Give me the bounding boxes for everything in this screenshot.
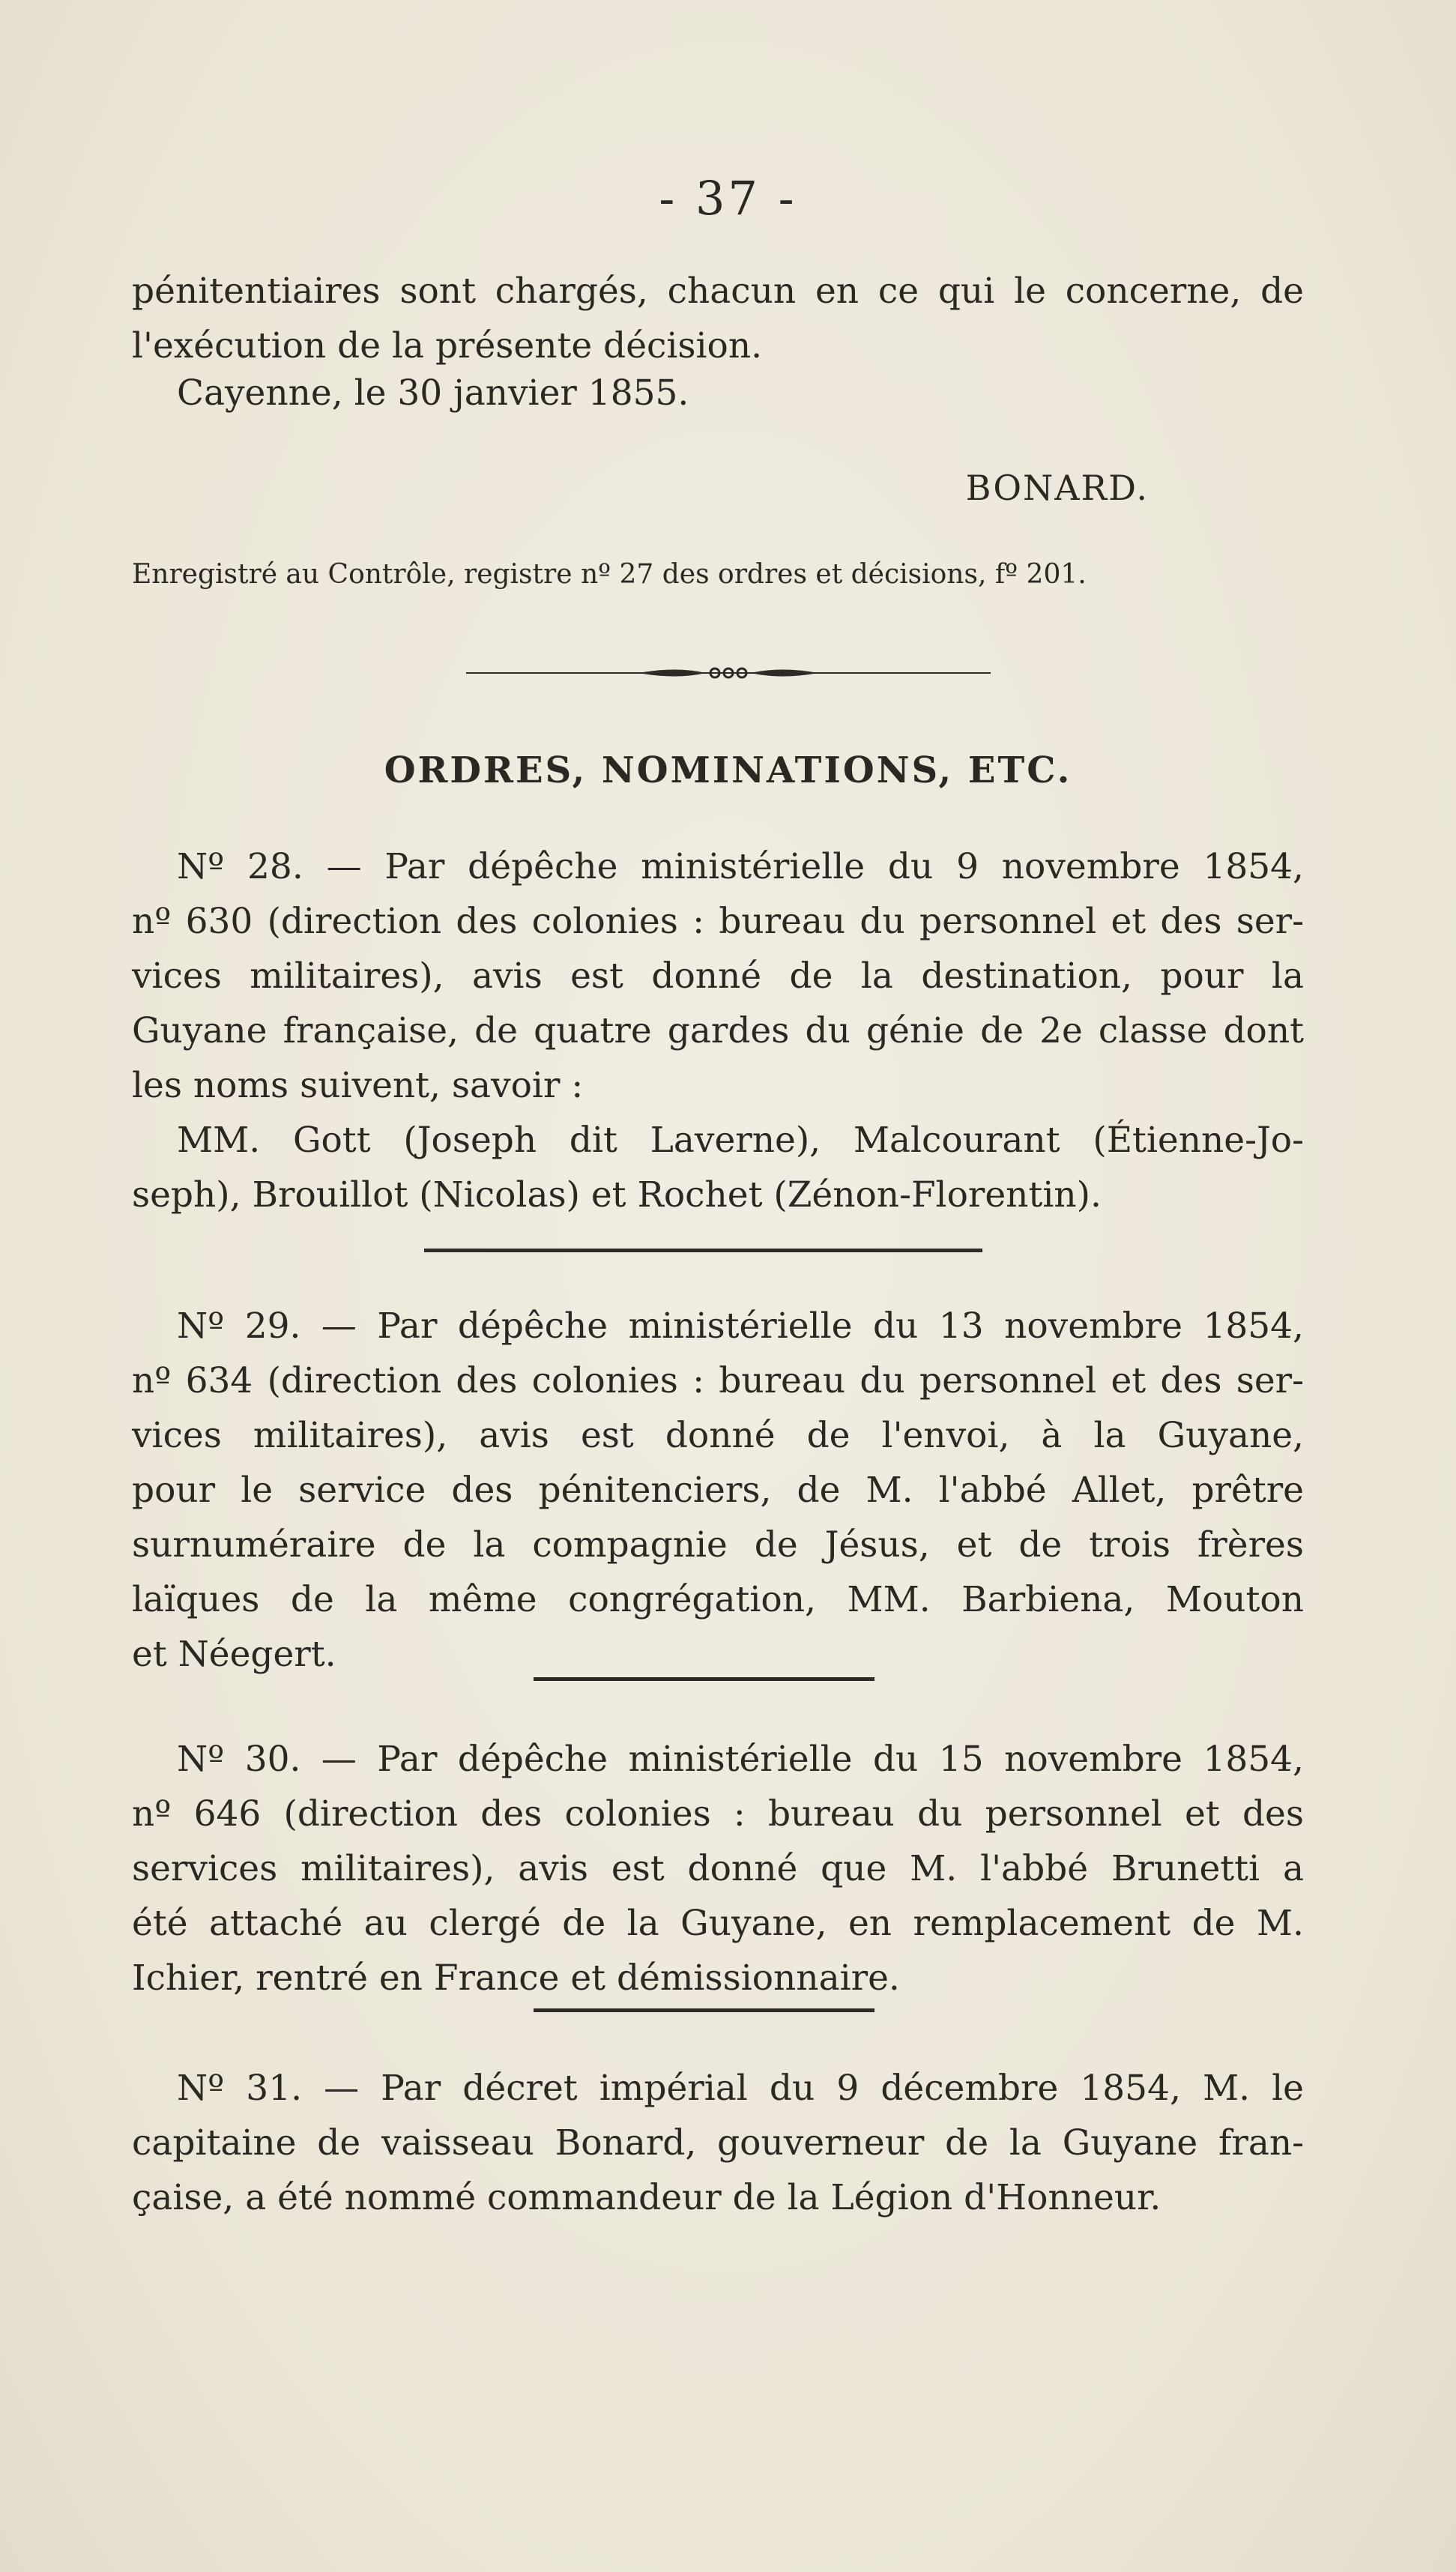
entry-line: capitaine de vaisseau Bonard, gouverneur de la Guyane fran-	[132, 2122, 1304, 2164]
entry-30	[132, 1677, 1304, 2005]
entry-line: pour le service des pénitenciers, de M. l'abbé Allet, prêtre	[132, 1470, 1304, 1511]
entry-line: laïques de la même congrégation, MM. Barbiena, Mouton	[132, 1579, 1304, 1620]
section-rule	[534, 2008, 874, 2012]
entry-line: seph), Brouillot (Nicolas) et Rochet (Zénon-Florentin).	[132, 1174, 1102, 1216]
section-rule	[424, 1249, 982, 1252]
entry-28	[132, 839, 1304, 1222]
entry-line: MM. Gott (Joseph dit Laverne), Malcourant (Étienne-Jo-	[177, 1120, 1304, 1161]
entry-line: vices militaires), avis est donné de l'envoi, à la Guyane,	[132, 1415, 1304, 1456]
intro-paragraph	[132, 264, 1304, 373]
intro-line: pénitentiaires sont chargés, chacun en ce qui le concerne, de	[132, 271, 1304, 312]
ornamental-divider	[466, 663, 991, 683]
entry-line: Nº 29. — Par dépêche ministérielle du 13 novembre 1854,	[177, 1305, 1304, 1347]
signature: BONARD.	[965, 468, 1149, 508]
entry-line: Nº 28. — Par dépêche ministérielle du 9 novembre 1854,	[177, 846, 1304, 887]
entry-line: çaise, a été nommé commandeur de la Légion d'Honneur.	[132, 2177, 1162, 2218]
place-date: Cayenne, le 30 janvier 1855.	[177, 372, 689, 414]
entry-line: services militaires), avis est donné que M. l'abbé Brunetti a	[132, 1848, 1304, 1889]
intro-line: l'exécution de la présente décision.	[132, 325, 763, 366]
entry-line: Nº 31. — Par décret impérial du 9 décembre 1854, M. le	[177, 2068, 1304, 2109]
entry-31	[132, 2061, 1304, 2225]
entry-29	[132, 1299, 1304, 1682]
entry-line: nº 634 (direction des colonies : bureau du personnel et des ser-	[132, 1360, 1304, 1401]
section-title: ORDRES, NOMINATIONS, ETC.	[384, 749, 1072, 791]
entry-line: nº 646 (direction des colonies : bureau du personnel et des	[132, 1793, 1304, 1835]
entry-line: Guyane française, de quatre gardes du génie de 2e classe dont	[132, 1010, 1304, 1051]
page-number: - 37 -	[659, 171, 797, 226]
entry-line: été attaché au clergé de la Guyane, en remplacement de M.	[132, 1903, 1304, 1944]
entry-line: Ichier, rentré en France et démissionnaire.	[132, 1957, 900, 1999]
entry-line: Nº 30. — Par dépêche ministérielle du 15 novembre 1854,	[177, 1739, 1304, 1780]
entry-line: vices militaires), avis est donné de la destination, pour la	[132, 956, 1304, 997]
entry-line: surnuméraire de la compagnie de Jésus, et de trois frères	[132, 1524, 1304, 1566]
registration-note: Enregistré au Contrôle, registre nº 27 des ordres et décisions, fº 201.	[132, 559, 1087, 590]
entry-line: nº 630 (direction des colonies : bureau du personnel et des ser-	[132, 901, 1304, 942]
entry-line: les noms suivent, savoir :	[132, 1065, 584, 1106]
entry-line: et Néegert.	[132, 1634, 336, 1675]
